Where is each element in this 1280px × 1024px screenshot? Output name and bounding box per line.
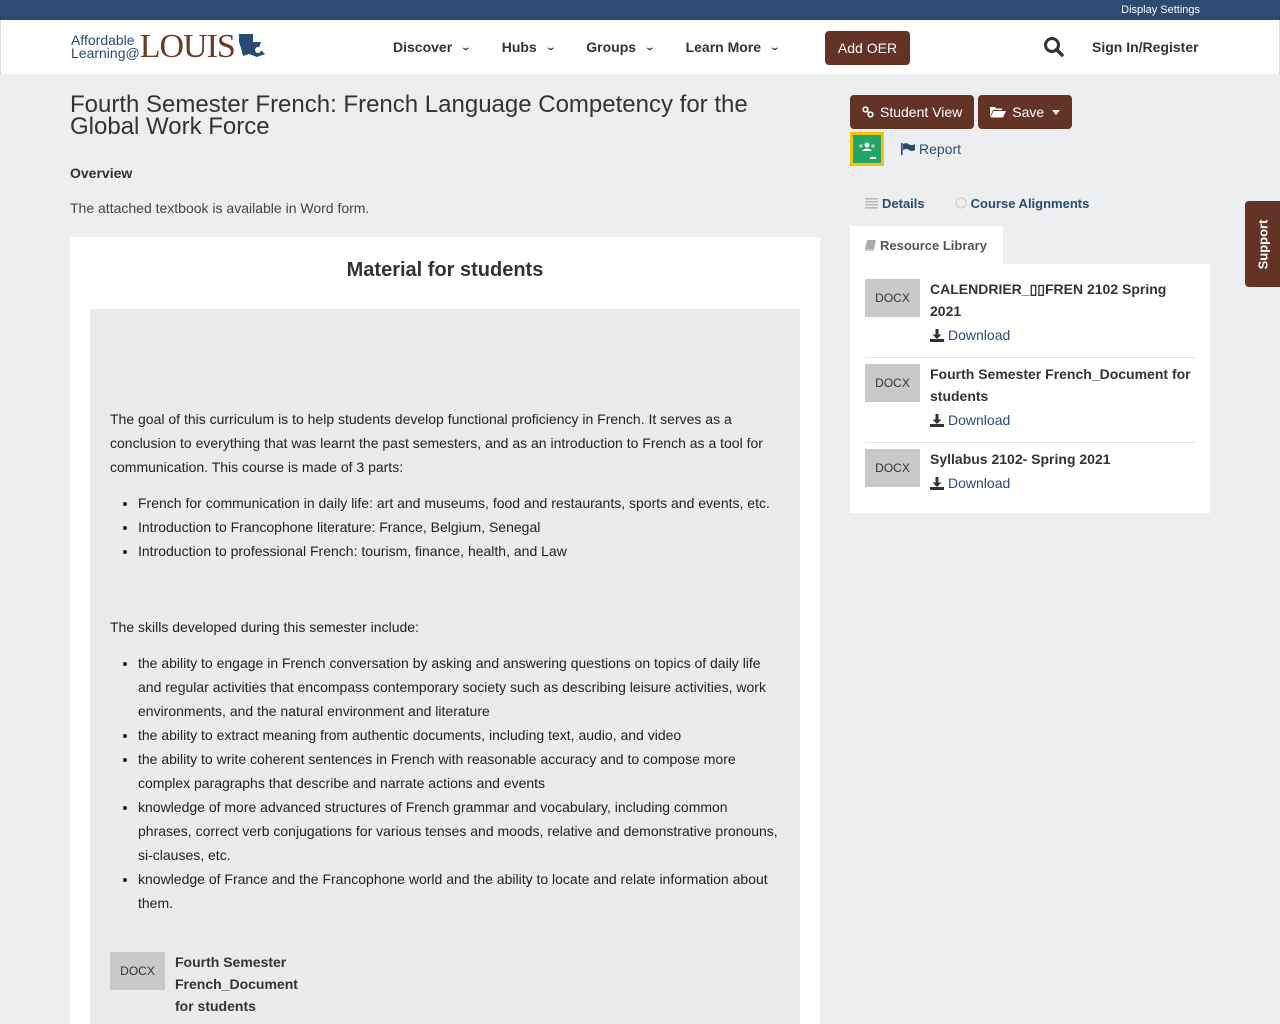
tab-row <box>850 190 1210 216</box>
save-label: Save <box>1012 104 1045 120</box>
list-item: • knowledge of more advanced structures of French grammar and vocabulary, including common phrases, correct verb conjugations for various tenses and moods, relative and demonstrative pronouns, si-clauses, etc. <box>138 795 780 867</box>
tab-label: Resource Library <box>880 237 987 253</box>
list-item: • the ability to write coherent sentences in French with reasonable accuracy and to compose more complex paragraphs that describe and narrate actions and events <box>138 747 780 795</box>
attachment-item[interactable] <box>110 952 305 1017</box>
download-label: Download <box>948 475 1011 491</box>
action-buttons <box>850 95 1210 129</box>
support-tab[interactable] <box>1245 201 1280 287</box>
chevron-down-icon: ⌄ <box>769 41 781 52</box>
nav-hubs[interactable] <box>502 39 555 55</box>
tab-label: Details <box>882 195 925 211</box>
docx-file-icon: DOCX <box>865 279 920 317</box>
material-title: Material for students <box>346 259 544 281</box>
save-button[interactable] <box>978 95 1072 129</box>
share-report-row <box>850 132 1210 166</box>
parts-list <box>138 491 780 563</box>
main-navbar <box>0 20 1280 74</box>
book-icon <box>865 240 876 251</box>
docx-file-icon: DOCX <box>865 364 920 402</box>
display-settings-link[interactable]: Display Settings <box>1121 4 1200 16</box>
top-utility-bar <box>0 0 1280 20</box>
folder-open-icon <box>990 106 1006 118</box>
student-view-label: Student View <box>880 104 963 120</box>
tab-course-alignments[interactable] <box>955 196 1090 211</box>
report-link[interactable] <box>901 141 961 157</box>
list-item: • French for communication in daily life: art and museums, food and restaurants, sports and events, etc. <box>138 491 780 515</box>
download-icon <box>930 329 944 342</box>
caret-down-icon <box>1052 110 1060 115</box>
primary-nav <box>393 20 811 74</box>
add-oer-button[interactable]: Add OER <box>825 31 910 65</box>
google-classroom-share-icon[interactable] <box>850 132 884 166</box>
sign-in-register-link[interactable]: Sign In/Register <box>1092 39 1199 55</box>
nav-label: Discover <box>393 39 453 55</box>
document-preview <box>90 309 800 1024</box>
student-view-button[interactable] <box>850 95 974 129</box>
sidebar <box>850 95 1210 513</box>
list-item: • Introduction to Francophone literature: France, Belgium, Senegal <box>138 515 780 539</box>
resource-library-list <box>850 264 1210 513</box>
download-link[interactable] <box>930 475 1111 491</box>
download-icon <box>930 414 944 427</box>
list-icon <box>865 198 878 209</box>
intro-paragraph: The goal of this curriculum is to help students develop functional proficiency in French. It serves as a conclusion to everything that was learnt the past semesters, and as an introduction to French as a tool for communication. This course is made of 3 parts: <box>110 411 763 475</box>
flag-icon <box>901 143 915 155</box>
chevron-down-icon: ⌄ <box>644 41 656 52</box>
nav-groups[interactable] <box>586 39 656 55</box>
nav-label: Learn More <box>685 39 762 55</box>
logo-brand: LOUIS <box>139 28 235 65</box>
nav-discover[interactable] <box>393 39 470 55</box>
logo-line2: Learning@ <box>71 45 140 61</box>
overview-text: The attached textbook is available in Word form. <box>70 200 370 216</box>
resource-main <box>70 91 820 216</box>
docx-file-icon: DOCX <box>865 449 920 487</box>
resource-name: CALENDRIER_▯▯FREN 2102 Spring 2021 <box>930 281 1167 319</box>
resource-item <box>865 449 1195 505</box>
link-icon <box>862 106 874 118</box>
material-card <box>70 237 820 1024</box>
list-item: • knowledge of France and the Francophone world and the ability to locate and relate information about them. <box>138 867 780 915</box>
page-title: Fourth Semester French: French Language Competency for the Global Work Force <box>70 91 748 140</box>
tab-details[interactable] <box>865 196 925 211</box>
nav-label: Hubs <box>501 39 537 55</box>
louisiana-map-icon <box>237 30 267 65</box>
overview-heading: Overview <box>70 165 133 181</box>
skills-list <box>138 651 780 915</box>
tab-resource-library[interactable] <box>850 226 1003 264</box>
skills-intro: The skills developed during this semester include: <box>110 619 419 635</box>
resource-name: Syllabus 2102- Spring 2021 <box>930 451 1111 467</box>
attachment-name[interactable]: Fourth Semester French_Document for students <box>175 954 298 1014</box>
logo-line1: Affordable <box>71 32 135 48</box>
circle-icon <box>955 197 967 209</box>
nav-learn-more[interactable] <box>686 39 779 55</box>
site-logo[interactable] <box>71 29 267 65</box>
report-label: Report <box>919 141 962 157</box>
support-label: Support <box>1255 219 1271 269</box>
download-label: Download <box>948 412 1011 428</box>
docx-file-icon: DOCX <box>110 952 165 990</box>
download-icon <box>930 477 944 490</box>
sidebar-tabs <box>850 190 1210 513</box>
tab-label: Course Alignments <box>970 195 1090 211</box>
download-label: Download <box>948 327 1011 343</box>
resource-item <box>865 364 1195 443</box>
nav-label: Groups <box>586 39 637 55</box>
list-item: • Introduction to professional French: tourism, finance, health, and Law <box>138 539 780 563</box>
list-item: • the ability to extract meaning from authentic documents, including text, audio, and video <box>138 723 780 747</box>
download-link[interactable] <box>930 327 1195 343</box>
resource-name: Fourth Semester French_Document for students <box>930 366 1191 404</box>
search-icon[interactable] <box>1043 36 1065 58</box>
chevron-down-icon: ⌄ <box>545 41 556 52</box>
download-link[interactable] <box>930 412 1195 428</box>
resource-item <box>865 279 1195 358</box>
chevron-down-icon: ⌄ <box>460 41 472 52</box>
list-item: • the ability to engage in French conversation by asking and answering questions on topics of daily life and regular activities that encompass contemporary society such as describing leisure activities, work environments, and the natural environment and literature <box>138 651 780 723</box>
